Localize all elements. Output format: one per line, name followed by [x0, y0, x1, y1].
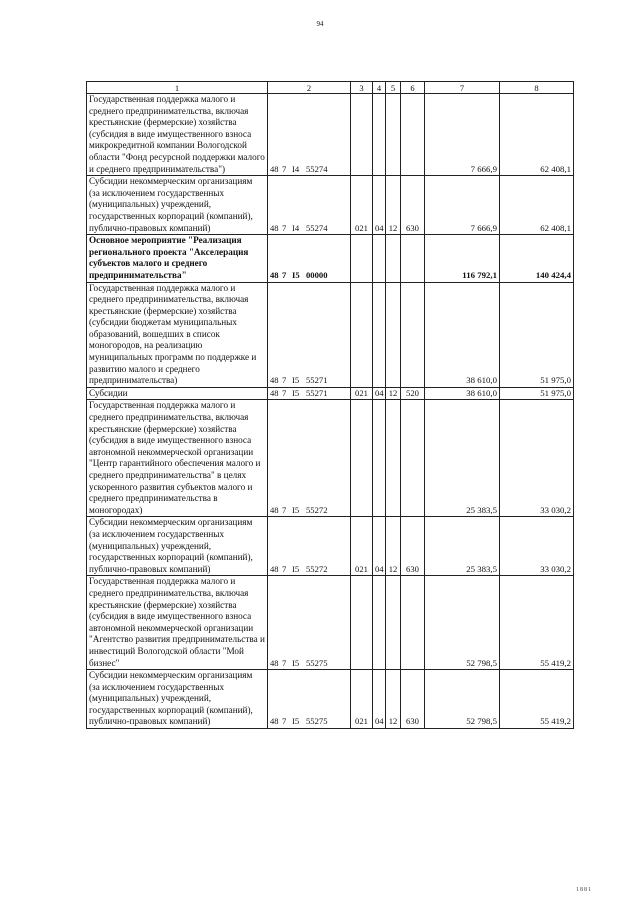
code-direction: 55275: [306, 716, 328, 727]
code-program: 48: [270, 387, 279, 398]
row-name-cell: [87, 176, 268, 235]
target-article-code-cell: [268, 94, 351, 176]
column-header: 3: [351, 82, 373, 94]
table-row: [87, 670, 574, 729]
subsection-cell: [386, 282, 401, 387]
code-subprogram: 7: [282, 387, 287, 398]
row-name: Государственная поддержка малого и среднего предпринимательства, включая крестьянские (фермерские) хозяйства (субсидия в виде имущественного взноса автономной некоммерческой организации "Агентство развития предпринимательства и инвестиций Вологодской области "Мой бизнес": [89, 576, 265, 668]
code-subprogram: 7: [282, 563, 287, 574]
amount-col8-cell: 33 030,2: [500, 400, 574, 517]
amount-col8-cell: 55 419,2: [500, 670, 574, 729]
column-header: 1: [87, 82, 268, 94]
code-event: I4: [292, 222, 300, 233]
code-program: 48: [270, 163, 279, 174]
section-cell: [373, 282, 386, 387]
code-event: I4: [292, 163, 300, 174]
subsection-cell: [386, 576, 401, 670]
expense-type-cell: [401, 282, 425, 387]
row-name-cell: [87, 670, 268, 729]
row-name: Государственная поддержка малого и среднего предпринимательства, включая крестьянские (фермерские) хозяйства (субсидии бюджетам муниципальных образований, вошедших в список моногородов, на реализацию муниципальных программ по поддержке и развитию малого и среднего предпринимательства): [89, 282, 257, 386]
code-program: 48: [270, 269, 279, 280]
section-cell: 04: [373, 517, 386, 576]
section-cell: [373, 235, 386, 282]
expense-type-cell: 630: [401, 670, 425, 729]
section-cell: [373, 400, 386, 517]
column-header: 5: [386, 82, 401, 94]
budget-table: [86, 81, 574, 729]
table-row: [87, 176, 574, 235]
row-name: Основное мероприятие "Реализация регионального проекта "Акселерация субъектов малого и среднего предпринимательства": [89, 235, 249, 280]
code-event: I5: [292, 269, 300, 280]
subsection-cell: 12: [386, 176, 401, 235]
code-program: 48: [270, 657, 279, 668]
expense-type-cell: [401, 94, 425, 176]
grbs-cell: [351, 94, 373, 176]
row-name: Субсидии некоммерческим организациям (за исключением государственных (муниципальных) учреждений, государственных корпораций (компаний), публично-правовых компаний): [89, 176, 253, 233]
amount-col7-cell: 38 610,0: [425, 387, 500, 400]
amount-col8-cell: 51 975,0: [500, 387, 574, 400]
subsection-cell: 12: [386, 387, 401, 400]
amount-col7-cell: 52 798,5: [425, 670, 500, 729]
expense-type-cell: [401, 235, 425, 282]
code-program: 48: [270, 504, 279, 515]
grbs-cell: [351, 282, 373, 387]
target-article-code-cell: [268, 235, 351, 282]
code-direction: 55275: [306, 657, 328, 668]
table-row: [87, 94, 574, 176]
row-name-cell: [87, 387, 268, 400]
section-cell: 04: [373, 670, 386, 729]
amount-col7-cell: 7 666,9: [425, 94, 500, 176]
amount-col7-cell: 7 666,9: [425, 176, 500, 235]
amount-col8-cell: 62 408,1: [500, 94, 574, 176]
amount-col8-cell: 51 975,0: [500, 282, 574, 387]
expense-type-cell: 630: [401, 176, 425, 235]
row-name: Субсидии некоммерческим организациям (за исключением государственных (муниципальных) учреждений, государственных корпораций (компаний), публично-правовых компаний): [89, 517, 253, 574]
expense-type-cell: 520: [401, 387, 425, 400]
code-direction: 55271: [306, 375, 328, 386]
grbs-cell: [351, 400, 373, 517]
row-name-cell: [87, 400, 268, 517]
subsection-cell: 12: [386, 517, 401, 576]
section-cell: [373, 94, 386, 176]
code-event: I5: [292, 563, 300, 574]
code-event: I5: [292, 657, 300, 668]
code-event: I5: [292, 716, 300, 727]
section-cell: 04: [373, 176, 386, 235]
expense-type-cell: [401, 576, 425, 670]
code-event: I5: [292, 504, 300, 515]
column-header: 4: [373, 82, 386, 94]
code-subprogram: 7: [282, 163, 287, 174]
amount-col8-cell: 33 030,2: [500, 517, 574, 576]
code-program: 48: [270, 716, 279, 727]
target-article-code-cell: [268, 517, 351, 576]
target-article-code-cell: [268, 176, 351, 235]
table-header-row: [87, 82, 574, 94]
amount-col8-cell: 140 424,4: [500, 235, 574, 282]
code-direction: 55274: [306, 163, 328, 174]
code-program: 48: [270, 222, 279, 233]
column-header: 8: [500, 82, 574, 94]
table-row: [87, 235, 574, 282]
grbs-cell: [351, 576, 373, 670]
row-name: Государственная поддержка малого и среднего предпринимательства, включая крестьянские (фермерские) хозяйства (субсидия в виде имущественного взноса автономной некоммерческой организации "Центр гарантийного обеспечения малого и среднего предпринимательства" в целях ускоренного развития субъектов малого и среднего предпринимательства в моногородах): [89, 400, 261, 515]
target-article-code-cell: [268, 576, 351, 670]
amount-col7-cell: 38 610,0: [425, 282, 500, 387]
code-direction: 55272: [306, 563, 328, 574]
column-header: 2: [268, 82, 351, 94]
subsection-cell: [386, 94, 401, 176]
subsection-cell: [386, 400, 401, 517]
corner-mark: 1881: [576, 887, 592, 893]
amount-col7-cell: 116 792,1: [425, 235, 500, 282]
amount-col7-cell: 25 383,5: [425, 517, 500, 576]
grbs-cell: 021: [351, 176, 373, 235]
row-name-cell: [87, 235, 268, 282]
code-subprogram: 7: [282, 222, 287, 233]
grbs-cell: 021: [351, 670, 373, 729]
code-event: I5: [292, 375, 300, 386]
column-header: 6: [401, 82, 425, 94]
page-number: 94: [316, 20, 324, 28]
expense-type-cell: 630: [401, 517, 425, 576]
table-row: [87, 576, 574, 670]
code-direction: 55271: [306, 387, 328, 398]
section-cell: [373, 576, 386, 670]
code-program: 48: [270, 563, 279, 574]
grbs-cell: 021: [351, 517, 373, 576]
code-subprogram: 7: [282, 657, 287, 668]
table-row: [87, 517, 574, 576]
code-subprogram: 7: [282, 504, 287, 515]
row-name-cell: [87, 517, 268, 576]
row-name: Субсидии некоммерческим организациям (за исключением государственных (муниципальных) учреждений, государственных корпораций (компаний), публично-правовых компаний): [89, 670, 253, 727]
code-subprogram: 7: [282, 375, 287, 386]
target-article-code-cell: [268, 400, 351, 517]
amount-col7-cell: 52 798,5: [425, 576, 500, 670]
code-subprogram: 7: [282, 716, 287, 727]
grbs-cell: [351, 235, 373, 282]
section-cell: 04: [373, 387, 386, 400]
row-name: Субсидии: [89, 387, 128, 398]
code-direction: 55274: [306, 222, 328, 233]
target-article-code-cell: [268, 282, 351, 387]
code-subprogram: 7: [282, 269, 287, 280]
code-direction: 00000: [306, 269, 328, 280]
code-event: I5: [292, 387, 300, 398]
code-direction: 55272: [306, 504, 328, 515]
column-header: 7: [425, 82, 500, 94]
row-name-cell: [87, 576, 268, 670]
target-article-code-cell: [268, 387, 351, 400]
row-name-cell: [87, 94, 268, 176]
amount-col8-cell: 55 419,2: [500, 576, 574, 670]
table-row: [87, 282, 574, 387]
subsection-cell: [386, 235, 401, 282]
row-name-cell: [87, 282, 268, 387]
target-article-code-cell: [268, 670, 351, 729]
amount-col7-cell: 25 383,5: [425, 400, 500, 517]
subsection-cell: 12: [386, 670, 401, 729]
code-program: 48: [270, 375, 279, 386]
amount-col8-cell: 62 408,1: [500, 176, 574, 235]
grbs-cell: 021: [351, 387, 373, 400]
row-name: Государственная поддержка малого и среднего предпринимательства, включая крестьянские (фермерские) хозяйства (субсидия в виде имущественного взноса микрокредитной компании Вологодской области "Фонд ресурсной поддержки малого и среднего предпринимательства"): [89, 94, 265, 174]
expense-type-cell: [401, 400, 425, 517]
table-row: [87, 400, 574, 517]
table-row: [87, 387, 574, 400]
